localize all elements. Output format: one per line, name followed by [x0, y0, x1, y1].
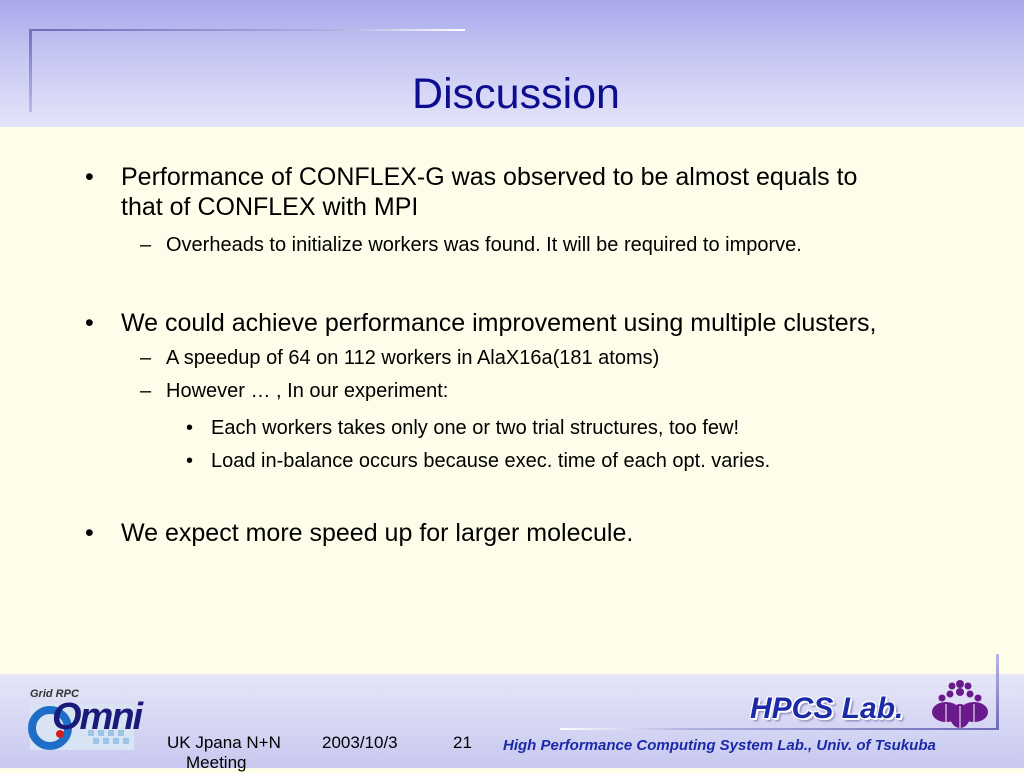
bullet-text-continuation: that of CONFLEX with MPI	[121, 193, 419, 221]
sub-bullet-text: A speedup of 64 on 112 workers in AlaX16a(181 atoms)	[166, 347, 660, 369]
sub-bullet-marker: –	[140, 234, 152, 256]
sub-sub-bullet-marker: •	[186, 417, 194, 439]
slide-title: Discussion	[412, 70, 620, 118]
lab-full-name: High Performance Computing System Lab., Univ. of Tsukuba	[503, 737, 936, 754]
sub-bullet-marker: –	[140, 380, 152, 402]
bullet-marker: •	[85, 519, 94, 547]
footer-date: 2003/10/3	[322, 733, 398, 752]
tsukuba-paulownia-crest-icon	[930, 678, 990, 730]
header-decor-line	[30, 29, 465, 31]
bullet-marker: •	[85, 163, 94, 191]
footer-event: UK Jpana N+N	[167, 733, 281, 752]
bullet-text: Performance of CONFLEX-G was observed to be almost equals to	[121, 163, 858, 191]
footer-page-number: 21	[453, 733, 472, 752]
sub-sub-bullet-text: Load in-balance occurs because exec. time of each opt. varies.	[211, 450, 771, 472]
hpcs-lab-logo-text: HPCS Lab.	[750, 692, 904, 725]
bullet-marker: •	[85, 309, 94, 337]
bullet-text: We expect more speed up for larger molecule.	[121, 519, 634, 547]
sub-bullet-text: Overheads to initialize workers was found. It will be required to imporve.	[166, 234, 802, 256]
sub-sub-bullet-text: Each workers takes only one or two trial structures, too few!	[211, 417, 739, 439]
omni-logo-text: Omni	[52, 696, 142, 738]
sub-bullet-text: However … , In our experiment:	[166, 380, 449, 402]
sub-bullet-marker: –	[140, 347, 152, 369]
bullet-text: We could achieve performance improvement using multiple clusters,	[121, 309, 877, 337]
footer-decor-vertical-line	[996, 654, 999, 730]
sub-sub-bullet-marker: •	[186, 450, 194, 472]
grid-rpc-label: Grid RPC	[30, 688, 79, 700]
footer-event-line2: Meeting	[186, 753, 247, 772]
